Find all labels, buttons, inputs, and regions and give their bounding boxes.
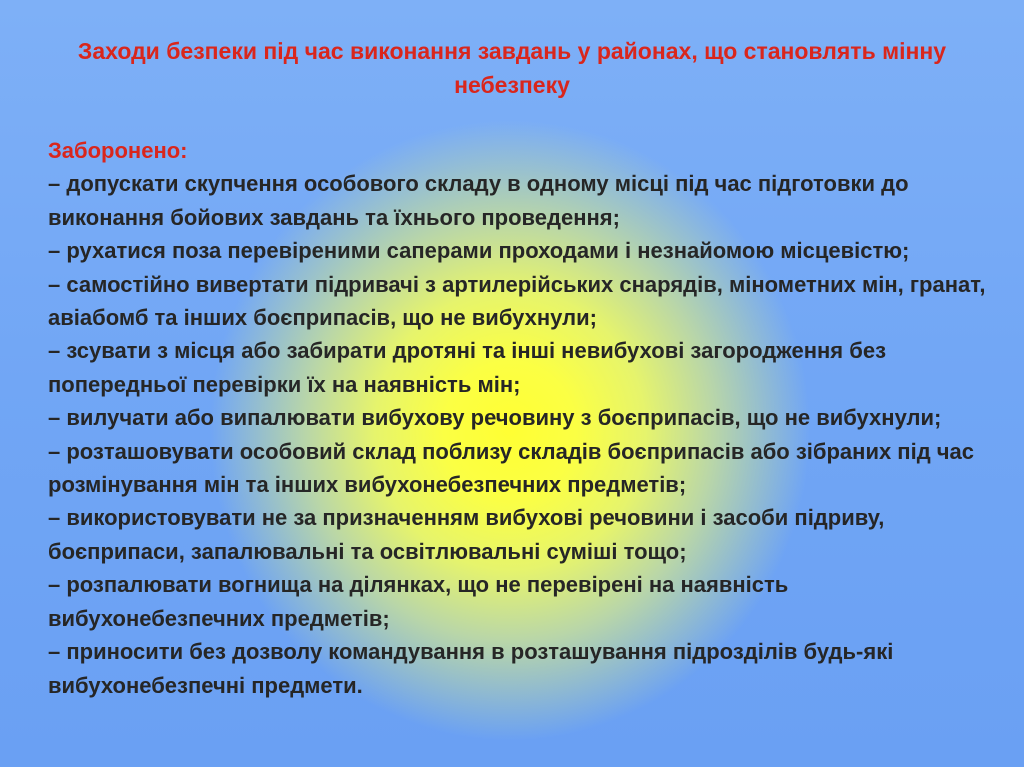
list-item: – самостійно вивертати підривачі з артилерійських снарядів, мінометних мін, гранат, авіабомб та інших боєприпасів, що не вибухнули;: [48, 271, 986, 331]
list-item: – рухатися поза перевіреними саперами проходами і незнайомою місцевістю;: [48, 238, 910, 264]
list-item: – приносити без дозволу командування в розташування підрозділів будь-які вибухонебезпечні предмети.: [48, 639, 894, 698]
forbidden-label: Заборонено:: [48, 138, 188, 163]
slide-title: Заходи безпеки під час виконання завдань у районах, що становлять мінну небезпеку: [77, 38, 947, 98]
list-item: – допускати скупчення особового складу в одному місці під час підготовки до виконання бойових завдань та їхнього проведення;: [48, 171, 909, 230]
list-item: – використовувати не за призначенням вибухові речовини і засоби підриву, боєприпаси, запалювальні та освітлювальні суміші тощо;: [48, 505, 885, 564]
list-item: – розташовувати особовий склад поблизу складів боєприпасів або зібраних під час розмінування мін та інших вибухонебезпечних предметів;: [48, 438, 975, 498]
list-item: – вилучати або випалювати вибухову речовину з боєприпасів, що не вибухнули;: [48, 405, 942, 431]
list-item: – розпалювати вогнища на ділянках, що не перевірені на наявність вибухонебезпечних предметів;: [48, 572, 789, 631]
slide-body: [48, 134, 1008, 702]
list-item: – зсувати з місця або забирати дротяні та інші невибухові загородження без попередньої перевірки їх на наявність мін;: [48, 338, 887, 397]
